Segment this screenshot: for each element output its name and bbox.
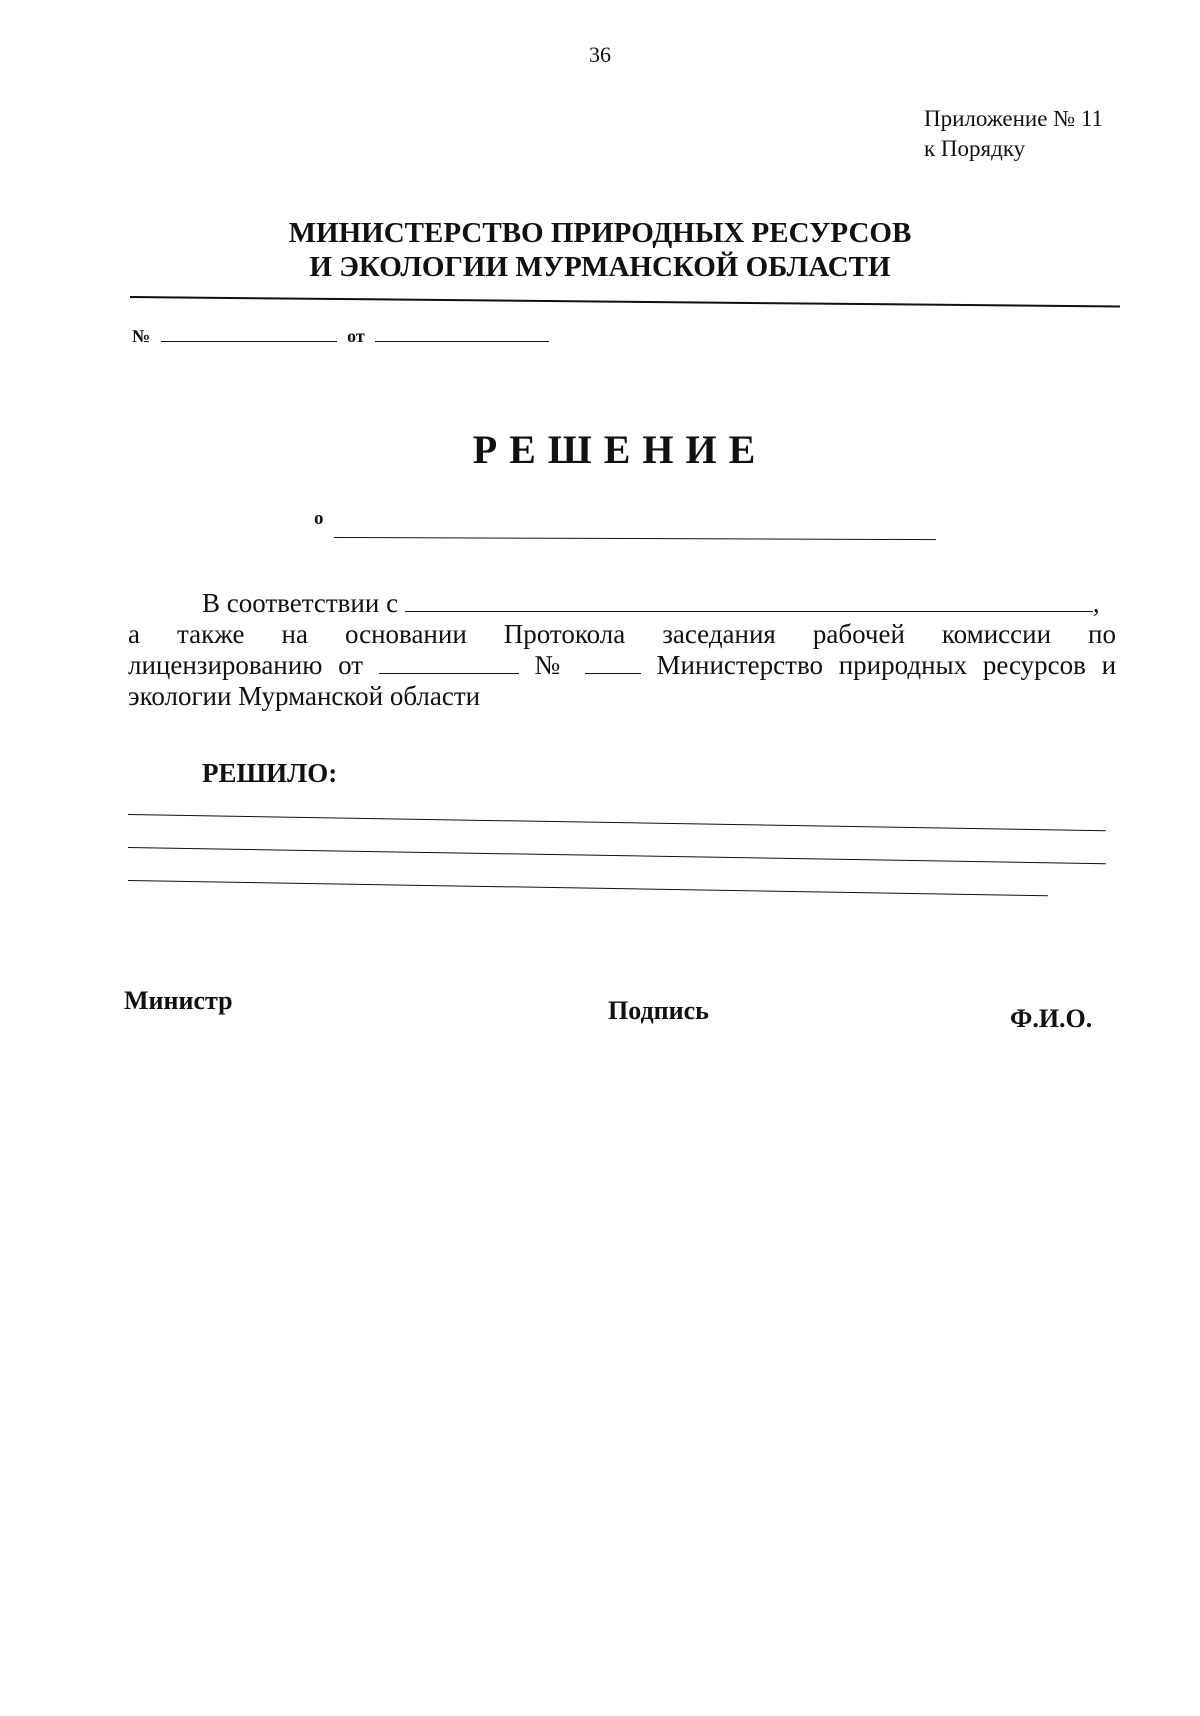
signature-label: Подпись xyxy=(608,996,709,1025)
subject-label: о xyxy=(314,508,324,529)
decision-blank-line-3 xyxy=(128,880,1048,896)
decided-heading: РЕШИЛО: xyxy=(202,758,338,788)
appendix-procedure: к Порядку xyxy=(924,136,1026,161)
appendix-reference xyxy=(924,104,1103,164)
body-line-3: лицензированию от № Министерство природных ресурсов и xyxy=(128,650,1117,680)
page-number: 36 xyxy=(589,42,611,67)
decision-blank-line-2 xyxy=(128,847,1106,864)
body-line-1: В соответствии с , xyxy=(202,588,1100,618)
number-blank xyxy=(161,341,337,342)
decision-blank-line-1 xyxy=(128,814,1106,831)
body-line-4: экологии Мурманской области xyxy=(128,681,481,711)
signatory-position: Министр xyxy=(124,986,233,1015)
header-divider xyxy=(130,296,1120,308)
basis-blank xyxy=(405,611,1093,612)
appendix-number: Приложение № 11 xyxy=(924,106,1104,131)
ministry-name-line1: МИНИСТЕРСТВО ПРИРОДНЫХ РЕСУРСОВ xyxy=(288,217,912,249)
full-name-label: Ф.И.О. xyxy=(1010,1004,1093,1033)
subject-blank xyxy=(334,537,936,540)
protocol-number-blank xyxy=(585,673,641,674)
date-blank xyxy=(375,341,549,342)
date-label: от xyxy=(347,326,365,346)
ministry-header xyxy=(0,216,1200,284)
ministry-name-line2: И ЭКОЛОГИИ МУРМАНСКОЙ ОБЛАСТИ xyxy=(309,251,891,283)
number-label: № xyxy=(132,326,151,346)
protocol-date-blank xyxy=(379,673,519,674)
body-line-2: а также на основании Протокола заседания рабочей комиссии по xyxy=(128,619,1116,649)
document-title: РЕШЕНИЕ xyxy=(472,427,768,472)
decision-body xyxy=(128,588,1116,712)
document-number-line xyxy=(132,326,555,347)
